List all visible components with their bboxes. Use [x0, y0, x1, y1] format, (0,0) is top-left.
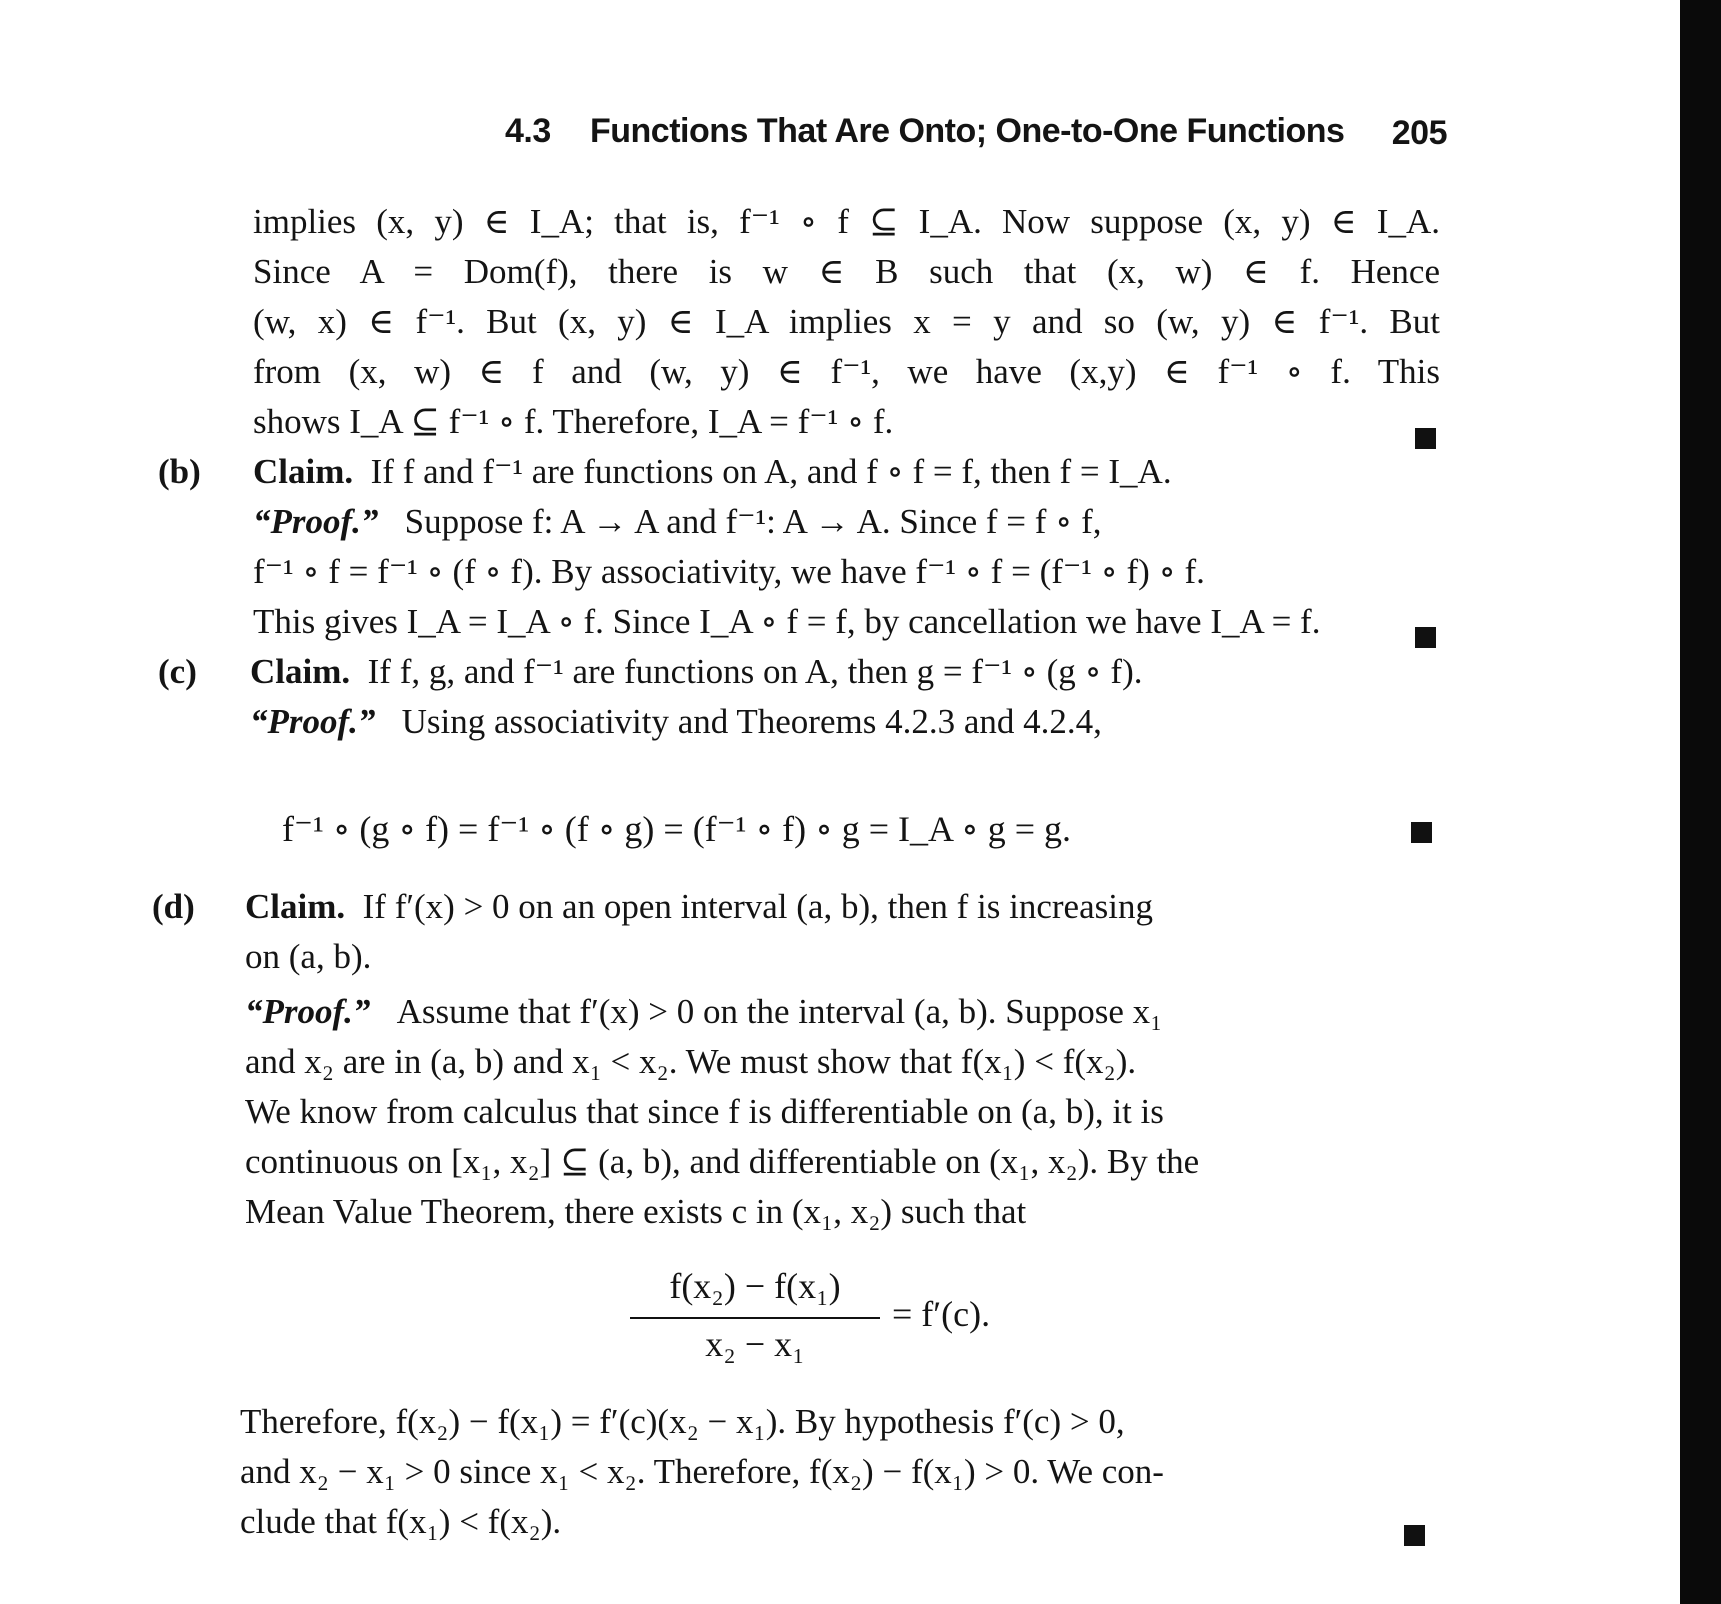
- claim-line: [245, 885, 1153, 929]
- part-label: (c): [158, 652, 197, 691]
- display-equation: f⁻¹ ∘ (g ∘ f) = f⁻¹ ∘ (f ∘ g) = (f⁻¹ ∘ f) ∘ g = I_A ∘ g = g.: [282, 809, 1071, 849]
- proof-word: “Proof.”: [245, 992, 371, 1031]
- running-header: [505, 112, 1447, 160]
- text-line: clude that f(x₁) < f(x₂).: [240, 1502, 562, 1541]
- fraction-numerator: f(x₂) − f(x₁): [669, 1266, 841, 1306]
- fraction-rhs: = f′(c).: [892, 1294, 991, 1334]
- text-line: f⁻¹ ∘ f = f⁻¹ ∘ (f ∘ f). By associativity, we have f⁻¹ ∘ f = (f⁻¹ ∘ f) ∘ f.: [253, 552, 1205, 591]
- text-line: from (x, w) ∈ f and (w, y) ∈ f⁻¹, we have (x,y) ∈ f⁻¹ ∘ f. This: [253, 352, 1440, 391]
- claim-text: If f′(x) > 0 on an open interval (a, b), then f is increasing: [362, 887, 1153, 926]
- proof-text: Using associativity and Theorems 4.2.3 and 4.2.4,: [401, 702, 1102, 741]
- claim-line: [253, 450, 1172, 494]
- text-line: continuous on [x₁, x₂] ⊆ (a, b), and differentiable on (x₁, x₂). By the: [245, 1142, 1200, 1181]
- text-line: Mean Value Theorem, there exists c in (x₁, x₂) such that: [245, 1192, 1027, 1231]
- text-line: We know from calculus that since f is differentiable on (a, b), it is: [245, 1092, 1164, 1131]
- section-title: Functions That Are Onto; One-to-One Functions: [590, 112, 1345, 150]
- qed-square: [1415, 627, 1436, 648]
- text-line: This gives I_A = I_A ∘ f. Since I_A ∘ f = f, by cancellation we have I_A = f.: [253, 602, 1321, 641]
- claim-line: [250, 650, 1143, 694]
- qed-square: [1415, 428, 1436, 449]
- section-number: 4.3: [505, 112, 551, 150]
- proof-line: [250, 700, 1102, 744]
- mvt-fraction: [630, 1265, 1190, 1375]
- scan-edge-shadow: [1680, 0, 1721, 1604]
- proof-line: [245, 990, 1162, 1034]
- claim-word: Claim.: [253, 452, 354, 491]
- qed-square: [1404, 1525, 1425, 1546]
- text-line: and x₂ are in (a, b) and x₁ < x₂. We must show that f(x₁) < f(x₂).: [245, 1042, 1137, 1081]
- proof-text: Assume that f′(x) > 0 on the interval (a, b). Suppose x₁: [396, 992, 1163, 1031]
- part-label: (d): [152, 887, 195, 926]
- text-line: implies (x, y) ∈ I_A; that is, f⁻¹ ∘ f ⊆ I_A. Now suppose (x, y) ∈ I_A.: [253, 202, 1440, 241]
- claim-text: If f and f⁻¹ are functions on A, and f ∘ f = f, then f = I_A.: [370, 452, 1172, 491]
- claim-word: Claim.: [250, 652, 351, 691]
- text-line: and x₂ − x₁ > 0 since x₁ < x₂. Therefore, f(x₂) − f(x₁) > 0. We con-: [240, 1452, 1164, 1491]
- text-line: (w, x) ∈ f⁻¹. But (x, y) ∈ I_A implies x = y and so (w, y) ∈ f⁻¹. But: [253, 302, 1440, 341]
- fraction-bar: [630, 1317, 880, 1319]
- claim-word: Claim.: [245, 887, 346, 926]
- fraction-denominator: x₂ − x₁: [705, 1324, 805, 1364]
- proof-text: Suppose f: A → A and f⁻¹: A → A. Since f = f ∘ f,: [404, 502, 1102, 541]
- proof-word: “Proof.”: [253, 502, 379, 541]
- claim-text: If f, g, and f⁻¹ are functions on A, then g = f⁻¹ ∘ (g ∘ f).: [367, 652, 1143, 691]
- page-number: 205: [1391, 114, 1447, 152]
- proof-word: “Proof.”: [250, 702, 376, 741]
- text-line: shows I_A ⊆ f⁻¹ ∘ f. Therefore, I_A = f⁻¹ ∘ f.: [253, 402, 894, 441]
- text-line: on (a, b).: [245, 937, 372, 976]
- text-line: Therefore, f(x₂) − f(x₁) = f′(c)(x₂ − x₁). By hypothesis f′(c) > 0,: [240, 1402, 1125, 1441]
- part-label: (b): [158, 452, 201, 491]
- qed-square: [1411, 822, 1432, 843]
- proof-line: [253, 500, 1102, 544]
- text-line: Since A = Dom(f), there is w ∈ B such that (x, w) ∈ f. Hence: [253, 252, 1440, 291]
